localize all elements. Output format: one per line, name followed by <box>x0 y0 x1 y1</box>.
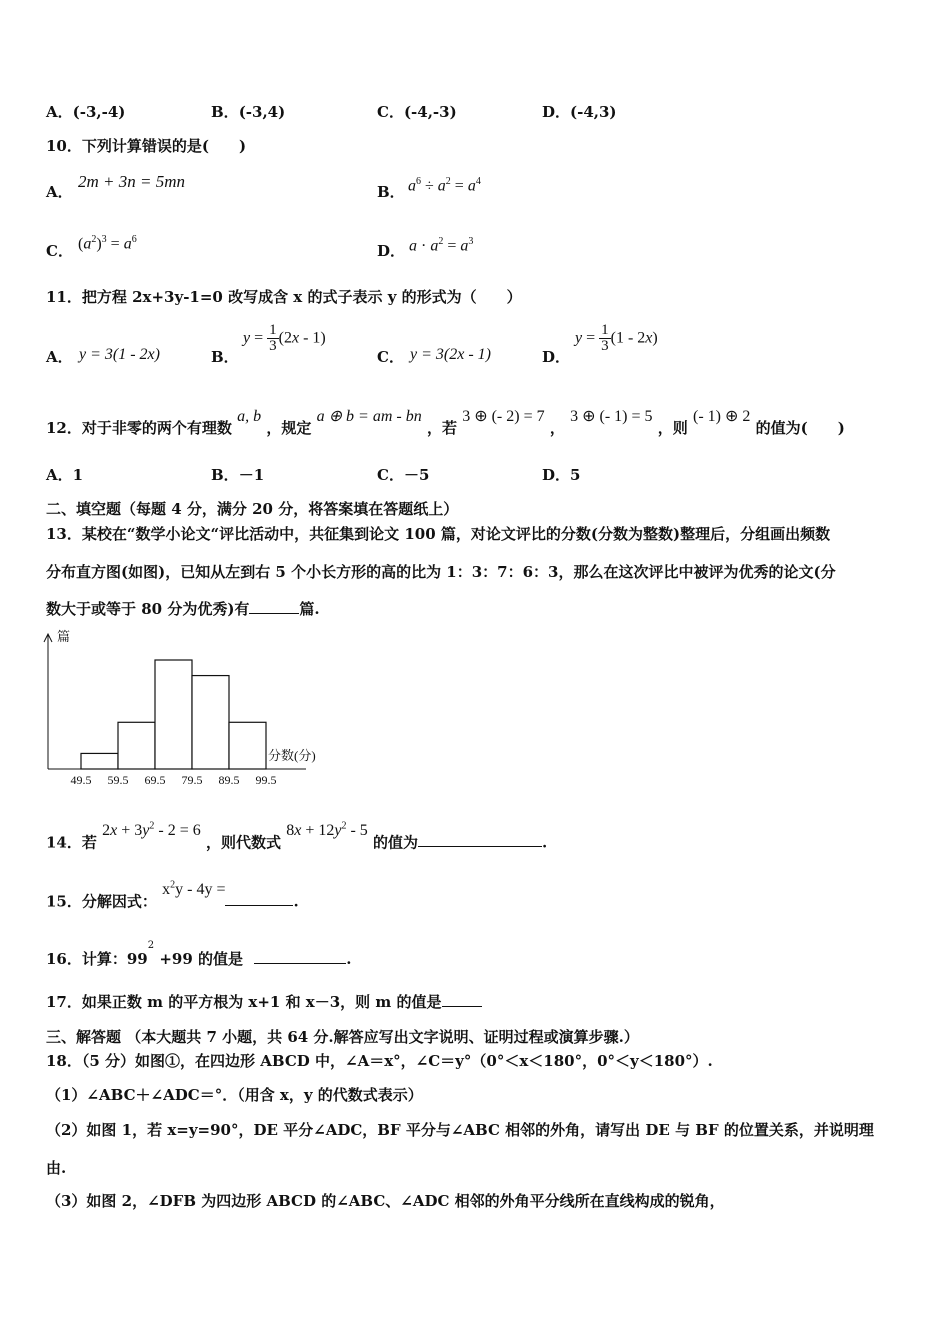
x-tick-label: 49.5 <box>70 773 92 787</box>
chart-x-axis-label: 分数(分) <box>268 748 316 763</box>
q9-option-c: C．(-4,-3) <box>377 103 457 121</box>
histogram-bar-5 <box>229 722 266 769</box>
q10-option-a: A． <box>46 183 73 201</box>
x-tick-label: 89.5 <box>218 773 240 787</box>
q13-answer-blank[interactable] <box>249 613 299 614</box>
q11-stem: 11．把方程 2x+3y-1=0 改写成含 x 的式子表示 y 的形式为（ ） <box>46 288 522 306</box>
q11-b-expr: y = $\frac{1}{3}$ (2x - 1) <box>243 322 326 354</box>
q13-line-2: 分布直方图(如图)，已知从左到右 5 个小长方形的高的比为 1：3：7：6：3，那么在这次评比中被评为优秀的论文(分 <box>46 563 836 581</box>
q15-answer-blank[interactable] <box>225 905 293 906</box>
q11-a-expr: y = 3(1 - 2x) <box>79 346 160 363</box>
q12-stem: 12．对于非零的两个有理数 a, b ，规定 a ⊕ b = am - bn ，若 3 ⊕ (- 2) = 7 ， 3 ⊕ (- 1) = 5 ，则 (- 1) ⊕ 2 的值为( ) <box>46 408 845 437</box>
q17-line: 17．如果正数 m 的平方根为 x+1 和 x－3，则 m 的值是 <box>46 992 482 1012</box>
q16-answer-blank[interactable] <box>254 963 346 964</box>
q18-stem: 18．（5 分）如图①，在四边形 ABCD 中，∠A＝x°，∠C＝y°（0°＜x＜180°，0°＜y＜180°）. <box>46 1052 713 1070</box>
q10-a-expr: 2m + 3n = 5mn <box>78 172 185 191</box>
chart-y-axis-label: 篇 <box>57 629 71 644</box>
histogram-chart <box>36 624 346 794</box>
histogram-bar-1 <box>81 753 118 769</box>
x-tick-label: 59.5 <box>107 773 129 787</box>
q10-option-b: B． <box>377 183 405 201</box>
q12-cond1: 3 ⊕ (- 2) = 7 <box>462 408 545 425</box>
q12-vars: a, b <box>237 408 262 425</box>
q18-part-2-line-1: （2）如图 1，若 x=y=90°，DE 平分∠ADC，BF 平分与∠ABC 相邻的外角，请写出 DE 与 BF 的位置关系，并说明理 <box>46 1121 874 1139</box>
q11-option-d: D． <box>542 348 571 366</box>
q10-b-expr: $a^6 \div a^2 = a^4$ <box>408 176 481 195</box>
q18-part-1: （1）∠ABC＋∠ADC＝°．（用含 x，y 的代数式表示） <box>46 1086 423 1104</box>
q12-option-a: A．1 <box>46 466 84 484</box>
q11-option-c: C． <box>377 348 404 366</box>
histogram-bar-3 <box>155 660 192 769</box>
q12-target: (- 1) ⊕ 2 <box>693 408 751 425</box>
q16-line: 16．计算：$99^2 +99$ 的值是 . <box>46 940 352 968</box>
q12-option-c: C．－5 <box>377 466 430 484</box>
q14-expression: $8x + 12y^2 - 5$ <box>286 821 368 840</box>
histogram-bar-4 <box>192 676 229 769</box>
q18-part-3: （3）如图 2，∠DFB 为四边形 ABCD 的∠ABC、∠ADC 相邻的外角平分线所在直线构成的锐角， <box>46 1192 725 1210</box>
x-tick-label: 79.5 <box>181 773 203 787</box>
q14-equation: $2x + 3y^2 - 2 = 6$ <box>102 821 201 840</box>
q10-option-d: D． <box>377 242 406 260</box>
q11-option-b: B． <box>211 348 239 366</box>
q11-c-expr: y = 3(2x - 1) <box>410 346 491 363</box>
q18-part-2-line-2: 由. <box>46 1159 67 1177</box>
q16-exponent: 2 <box>147 940 155 951</box>
q10-stem: 10．下列计算错误的是( ) <box>46 137 247 155</box>
q10-d-expr: $a \cdot a^2 = a^3$ <box>409 236 474 255</box>
q13-line-1: 13．某校在“数学小论文“评比活动中，共征集到论文 100 篇，对论文评比的分数(分数为整数)整理后，分组画出频数 <box>46 525 831 543</box>
q15-expression: $x^2y - 4y$ = <box>162 880 226 899</box>
x-tick-label: 69.5 <box>144 773 166 787</box>
q12-cond2: 3 ⊕ (- 1) = 5 <box>570 408 653 425</box>
section-3-heading: 三、解答题 （本大题共 7 小题，共 64 分.解答应写出文字说明、证明过程或演算步骤.） <box>46 1028 639 1046</box>
q12-option-b: B．－1 <box>211 466 265 484</box>
section-2-heading: 二、填空题（每题 4 分，满分 20 分，将答案填在答题纸上） <box>46 500 459 518</box>
q9-option-d: D．(-4,3) <box>542 103 617 121</box>
q11-option-a: A． <box>46 348 73 366</box>
q17-answer-blank[interactable] <box>442 1006 482 1007</box>
q9-option-b: B．(-3,4) <box>211 103 286 121</box>
q10-c-expr: $(a^2)^3 = a^6$ <box>78 234 137 253</box>
q10-option-c: C． <box>46 242 73 260</box>
q15-line: 15．分解因式： $x^2y - 4y$ =. <box>46 880 299 911</box>
q12-option-d: D．5 <box>542 466 581 484</box>
q14-line: 14．若 $2x + 3y^2 - 2 = 6$ ，则代数式 $8x + 12y^2 - 5$ 的值为 . <box>46 821 548 852</box>
q11-d-expr: y = $\frac{1}{3}$ (1 - 2x) <box>575 322 658 354</box>
histogram-bar-2 <box>118 722 155 769</box>
q13-line-3: 数大于或等于 80 分为优秀)有 篇. <box>46 600 320 618</box>
q14-answer-blank[interactable] <box>418 846 542 847</box>
x-tick-label: 99.5 <box>255 773 277 787</box>
q9-option-a: A．(-3,-4) <box>46 103 126 121</box>
q12-def: a ⊕ b = am - bn <box>316 408 422 425</box>
